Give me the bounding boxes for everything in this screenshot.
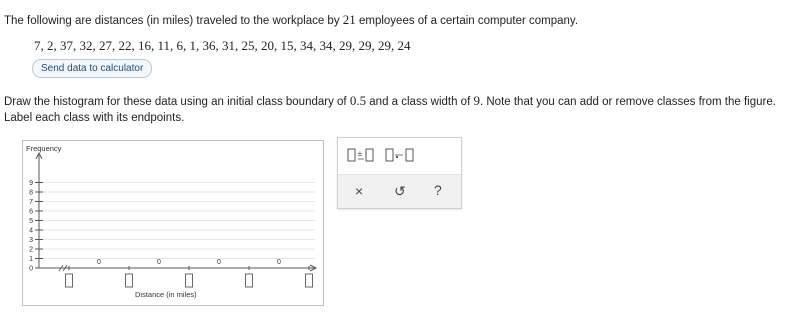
- y-tick-label: 0: [29, 265, 33, 273]
- bar-value-label: 0: [157, 259, 161, 266]
- problem-intro: [4, 12, 578, 28]
- instructions: [4, 93, 794, 126]
- employee-count: 21: [342, 12, 356, 27]
- tools-action-bar: [338, 174, 461, 208]
- data-values: 7, 2, 37, 32, 27, 22, 16, 11, 6, 1, 36, 31, 25, 20, 15, 34, 34, 29, 29, 29, 24: [34, 38, 411, 53]
- x-axis-label: Distance (in miles): [135, 290, 197, 299]
- bar-value-label: 0: [97, 259, 101, 266]
- class-endpoint-input[interactable]: [246, 274, 253, 287]
- y-tick-label: 9: [29, 180, 33, 187]
- boundary-value: 0.5: [349, 93, 367, 108]
- y-axis-label: Frequency: [26, 144, 62, 153]
- instr-text-3: . Note that you can add or remove classes from the figure. Label each class with its endpoints.: [4, 96, 776, 124]
- class-endpoint-input[interactable]: [306, 274, 313, 287]
- class-endpoint-input[interactable]: [126, 274, 133, 287]
- intro-text-post: employees of a certain computer company.: [355, 15, 579, 27]
- y-tick-label: 2: [29, 246, 33, 254]
- graph-tools-panel: [337, 137, 462, 209]
- remove-class-icon[interactable]: [385, 147, 417, 163]
- y-ticks: [29, 180, 43, 273]
- class-endpoint-input[interactable]: [66, 274, 73, 287]
- svg-text:±: ±: [357, 150, 363, 158]
- axes: [36, 153, 316, 271]
- class-endpoint-input[interactable]: [186, 274, 193, 287]
- y-tick-label: 7: [29, 199, 33, 206]
- bar-value-label: 0: [277, 259, 281, 266]
- y-tick-label: 4: [29, 227, 33, 235]
- bar-labels: [97, 259, 281, 266]
- bar-value-label: 0: [217, 259, 221, 266]
- help-icon[interactable]: ?: [434, 182, 442, 198]
- instr-text-2: and a class width of: [366, 96, 474, 108]
- y-tick-label: 1: [29, 256, 33, 263]
- y-tick-label: 5: [29, 218, 33, 225]
- close-icon[interactable]: ×: [355, 183, 364, 199]
- add-class-icon[interactable]: [347, 147, 377, 163]
- y-tick-label: 8: [29, 189, 33, 197]
- class-label-boxes[interactable]: [66, 266, 313, 287]
- grid: [39, 183, 315, 259]
- histogram-graph[interactable]: [22, 140, 324, 306]
- y-tick-label: 3: [29, 237, 33, 244]
- instr-text-1: Draw the histogram for these data using an initial class boundary of: [4, 96, 350, 108]
- undo-icon[interactable]: ↺: [394, 183, 406, 199]
- y-tick-label: 6: [29, 208, 33, 216]
- histogram-canvas[interactable]: [23, 141, 323, 305]
- intro-text-pre: The following are distances (in miles) traveled to the workplace by: [4, 15, 343, 27]
- send-data-button[interactable]: Send data to calculator: [32, 59, 152, 78]
- width-value: 9: [473, 93, 480, 108]
